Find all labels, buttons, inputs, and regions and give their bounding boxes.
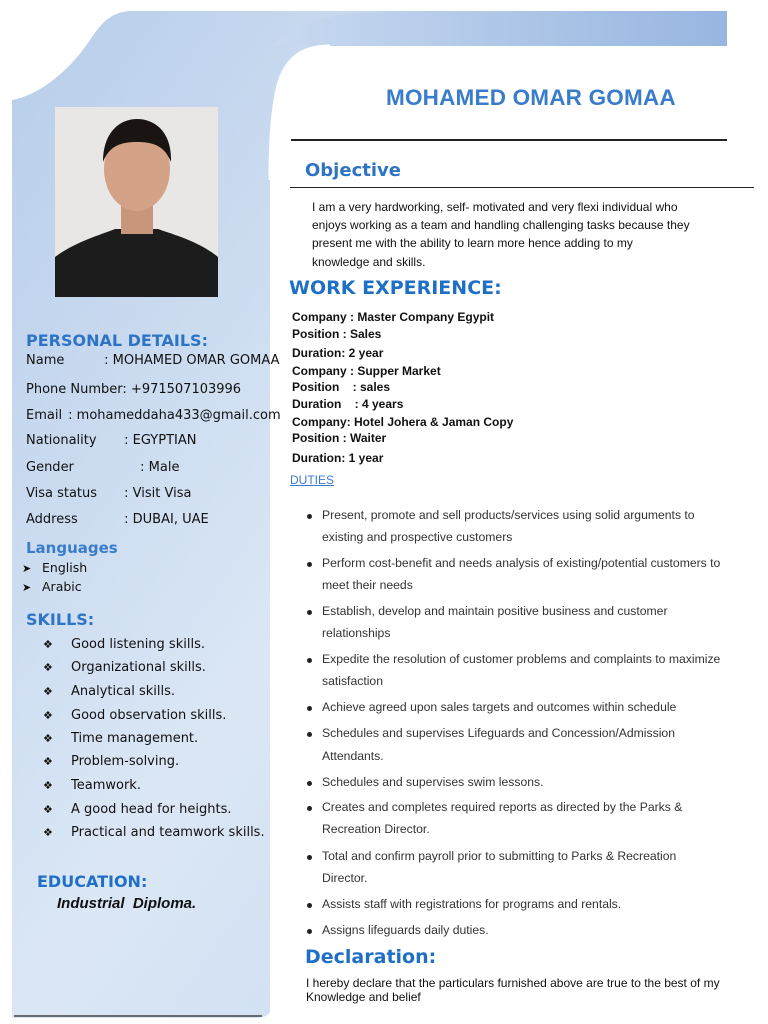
detail-label: Email xyxy=(26,408,63,423)
bullet-dot-icon xyxy=(307,806,312,811)
skill-label: Teamwork. xyxy=(71,778,141,793)
language-label: Arabic xyxy=(42,579,82,594)
detail-value: : EGYPTIAN xyxy=(124,433,197,448)
detail-row-phone xyxy=(26,382,241,397)
skill-label: A good head for heights. xyxy=(71,802,232,817)
duty-line: Director. xyxy=(322,871,368,885)
objective-divider xyxy=(290,187,754,188)
duty-line: Assigns lifeguards daily duties. xyxy=(322,923,489,937)
detail-row-email xyxy=(26,408,281,423)
diamond-bullet-icon: ❖ xyxy=(43,638,53,651)
arrow-bullet-icon: ➤ xyxy=(22,562,32,575)
declaration-text-line: I hereby declare that the particulars furnished above are true to the best of my xyxy=(306,976,720,990)
skill-item xyxy=(43,802,232,817)
detail-label: Name xyxy=(26,353,65,368)
objective-text-line: knowledge and skills. xyxy=(312,255,426,269)
skill-item xyxy=(43,778,141,793)
duty-line: Creates and completes required reports as directed by the Parks & xyxy=(322,800,683,814)
bullet-dot-icon xyxy=(307,732,312,737)
skill-item xyxy=(43,731,198,746)
candidate-name: MOHAMED OMAR GOMAA xyxy=(386,85,676,110)
work-experience-heading: WORK EXPERIENCE: xyxy=(289,277,502,299)
detail-value: : MOHAMED OMAR GOMAA xyxy=(104,353,280,368)
duty-line: relationships xyxy=(322,626,391,640)
duty-line: Attendants. xyxy=(322,749,384,763)
skill-label: Problem-solving. xyxy=(71,754,180,769)
diamond-bullet-icon: ❖ xyxy=(43,755,53,768)
skill-item xyxy=(43,708,226,723)
detail-row-address xyxy=(26,512,209,527)
bullet-dot-icon xyxy=(307,781,312,786)
work-entry-line: Position : Waiter xyxy=(292,431,387,445)
skill-item xyxy=(43,754,179,769)
skill-item xyxy=(43,637,205,652)
skill-label: Time management. xyxy=(71,731,199,746)
person-silhouette-icon xyxy=(55,107,218,297)
work-entry-line: Duration: 1 year xyxy=(292,451,384,465)
language-item xyxy=(22,579,82,594)
header-divider xyxy=(291,139,727,141)
detail-label: Phone Number: xyxy=(26,382,127,397)
bullet-dot-icon xyxy=(307,610,312,615)
work-entry-line: Duration: 2 year xyxy=(292,346,384,360)
bullet-dot-icon xyxy=(307,929,312,934)
duty-line: Present, promote and sell products/services using solid arguments to xyxy=(322,508,695,522)
duty-line: meet their needs xyxy=(322,578,413,592)
detail-row-name xyxy=(26,353,280,368)
bullet-dot-icon xyxy=(307,903,312,908)
work-entry-line: Position : Sales xyxy=(292,327,382,341)
work-entry-line: Company : Master Company Egypit xyxy=(292,310,495,324)
duty-line: existing and prospective customers xyxy=(322,530,513,544)
skill-label: Good listening skills. xyxy=(71,637,205,652)
education-value: Industrial Diploma. xyxy=(57,895,197,912)
skill-label: Practical and teamwork skills. xyxy=(71,825,265,840)
duty-line: Achieve agreed upon sales targets and outcomes within schedule xyxy=(322,700,677,714)
detail-label: Nationality xyxy=(26,433,97,448)
skill-item xyxy=(43,825,265,840)
skill-label: Analytical skills. xyxy=(71,684,176,699)
skill-item xyxy=(43,660,206,675)
diamond-bullet-icon: ❖ xyxy=(43,732,53,745)
work-entry-line: Duration : 4 years xyxy=(292,397,404,411)
duty-line: Expedite the resolution of customer problems and complaints to maximize xyxy=(322,652,721,666)
duty-line: Assists staff with registrations for programs and rentals. xyxy=(322,897,622,911)
bullet-dot-icon xyxy=(307,658,312,663)
objective-text-line: enjoys working as a team and handling challenging tasks because they xyxy=(312,218,690,232)
skill-label: Organizational skills. xyxy=(71,660,206,675)
objective-text-line: I am a very hardworking, self- motivated and very flexi individual who xyxy=(312,200,678,214)
arrow-bullet-icon: ➤ xyxy=(22,581,32,594)
duty-line: Schedules and supervises swim lessons. xyxy=(322,775,544,789)
work-entry-line: Company: Hotel Johera & Jaman Copy xyxy=(292,415,514,429)
duty-line: Schedules and supervises Lifeguards and Concession/Admission xyxy=(322,726,675,740)
detail-label: Visa status xyxy=(26,486,98,501)
detail-value: : DUBAI, UAE xyxy=(124,512,209,527)
detail-value: : mohameddaha433@gmail.com xyxy=(68,408,281,423)
diamond-bullet-icon: ❖ xyxy=(43,803,53,816)
work-entry-line: Position : sales xyxy=(292,380,391,394)
detail-row-gender xyxy=(26,460,179,475)
duty-line: Recreation Director. xyxy=(322,822,430,836)
duties-label: DUTIES xyxy=(290,473,335,487)
work-entry-line: Company : Supper Market xyxy=(292,364,441,378)
personal-details-heading: PERSONAL DETAILS: xyxy=(26,331,208,350)
detail-label: Gender xyxy=(26,460,74,475)
skill-label: Good observation skills. xyxy=(71,708,227,723)
education-heading: EDUCATION: xyxy=(37,872,148,891)
detail-value: : Visit Visa xyxy=(124,486,192,501)
detail-value: : Male xyxy=(140,460,180,475)
detail-label: Address xyxy=(26,512,78,527)
bullet-dot-icon xyxy=(307,514,312,519)
objective-text-line: present me with the ability to learn more hence adding to my xyxy=(312,236,633,250)
detail-value: +971507103996 xyxy=(130,382,242,397)
duty-line: Total and confirm payroll prior to submitting to Parks & Recreation xyxy=(322,849,677,863)
profile-photo xyxy=(55,107,218,297)
skill-item xyxy=(43,684,175,699)
diamond-bullet-icon: ❖ xyxy=(43,685,53,698)
diamond-bullet-icon: ❖ xyxy=(43,779,53,792)
objective-heading: Objective xyxy=(305,160,401,181)
detail-row-visa xyxy=(26,486,191,501)
bullet-dot-icon xyxy=(307,706,312,711)
bullet-dot-icon xyxy=(307,562,312,567)
diamond-bullet-icon: ❖ xyxy=(43,709,53,722)
diamond-bullet-icon: ❖ xyxy=(43,661,53,674)
duty-line: Perform cost-benefit and needs analysis of existing/potential customers to xyxy=(322,556,721,570)
skills-heading: SKILLS: xyxy=(26,610,95,629)
duty-line: satisfaction xyxy=(322,674,383,688)
declaration-heading: Declaration: xyxy=(305,946,437,968)
language-item xyxy=(22,560,87,575)
duty-line: Establish, develop and maintain positive business and customer xyxy=(322,604,668,618)
bullet-dot-icon xyxy=(307,855,312,860)
languages-heading: Languages xyxy=(26,539,118,557)
diamond-bullet-icon: ❖ xyxy=(43,826,53,839)
declaration-text-line: Knowledge and belief xyxy=(306,990,421,1004)
language-label: English xyxy=(42,560,88,575)
detail-row-nationality xyxy=(26,433,196,448)
